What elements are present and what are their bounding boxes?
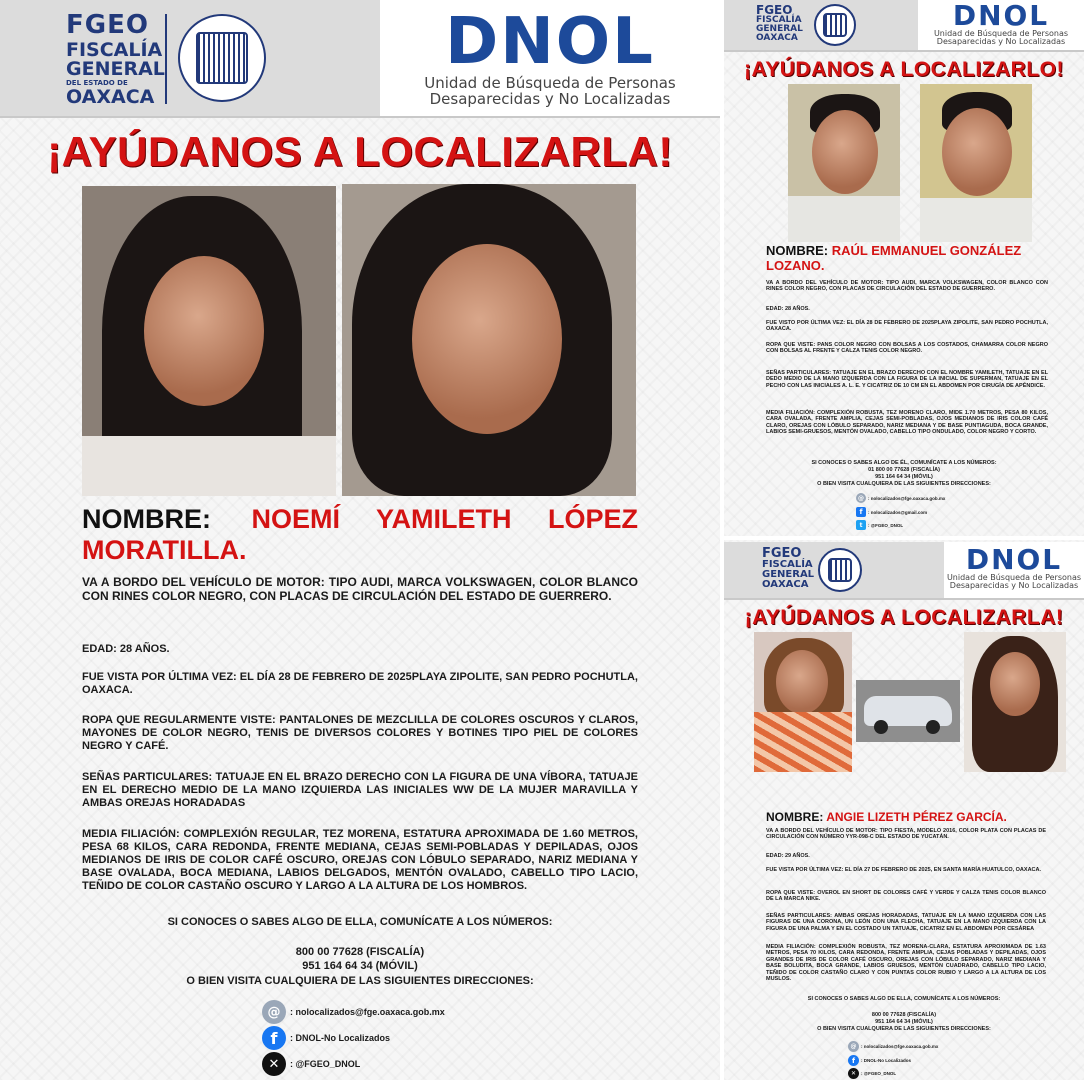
- fgeo-logo-br: [762, 547, 814, 590]
- main-title: ¡AYÚDANOS A LOCALIZARLA!: [47, 128, 673, 175]
- tr-photo-1: [788, 84, 900, 242]
- tr-email-text[interactable]: : nolocalizados@fge.oaxaca.gob.mx: [868, 495, 946, 501]
- fgeo-fiscalia-tr: FISCALÍA: [756, 15, 802, 25]
- tr-ropa: ROPA QUE VISTE: PANS COLOR NEGRO CON BOLSAS A LOS COSTADOS, CHAMARRA COLOR NEGRO CON BOLSAS AL FRENTE Y CALZA TENIS COLOR NEGRO.: [766, 342, 1048, 355]
- tr-nombre-value: RAÚL EMMANUEL GONZÁLEZ LOZANO.: [766, 243, 1022, 273]
- facebook-icon-tr: f: [856, 507, 866, 517]
- facebook-text[interactable]: : DNOL-No Localizados: [290, 1033, 391, 1043]
- twitter-icon-tr: t: [856, 520, 866, 530]
- main-edad: EDAD: 28 AÑOS.: [82, 643, 170, 655]
- br-photo-2: [964, 632, 1066, 772]
- facebook-icon: f: [262, 1026, 286, 1050]
- tr-tel1: 01 800 00 77628 (FISCALÍA): [868, 467, 940, 473]
- br-photo-1: [754, 632, 852, 772]
- main-si-conoces: SI CONOCES O SABES ALGO DE ELLA, COMUNÍCATE A LOS NÚMEROS:: [167, 916, 553, 928]
- br-visita: O BIEN VISITA CUALQUIERA DE LAS SIGUIENTES DIRECCIONES:: [817, 1026, 991, 1032]
- tr-title: ¡AYÚDANOS A LOCALIZARLO!: [744, 58, 1064, 81]
- main-visita: O BIEN VISITA CUALQUIERA DE LAS SIGUIENTES DIRECCIONES:: [186, 975, 534, 987]
- tr-nombre: [766, 244, 1048, 274]
- seal-icon-br: [818, 548, 862, 592]
- br-email: [848, 1041, 938, 1052]
- br-si-conoces: SI CONOCES O SABES ALGO DE ELLA, COMUNÍCATE A LOS NÚMEROS:: [807, 996, 1001, 1002]
- tr-si-conoces: SI CONOCES O SABES ALGO DE ÉL, COMUNÍCATE A LOS NÚMEROS:: [811, 460, 997, 466]
- email-text[interactable]: : nolocalizados@fge.oaxaca.gob.mx: [290, 1007, 445, 1017]
- main-facebook: [262, 1026, 390, 1050]
- tr-facebook-text[interactable]: : nolocalizados@gmail.com: [868, 509, 928, 515]
- photo-2: [342, 184, 636, 496]
- x-icon: ✕: [262, 1052, 286, 1076]
- fgeo-general-br: GENERAL: [762, 569, 815, 580]
- br-senas: SEÑAS PARTICULARES: AMBAS OREJAS HORADADAS, TATUAJE EN LA MANO IZQUIERDA CON LAS FIGURAS DE UNA CORONA, UN LEÓN CON UNA FLECHA, TATUAJE EN LA MANO IZQUIERDA CON LA FIGURA DE UNA PALMA Y EN EL COSTADO UN TATUAJE, CICATRIZ EN EL ABDOMEN POR CESÁREA: [766, 913, 1046, 932]
- br-media: MEDIA FILIACIÓN: COMPLEXIÓN ROBUSTA, TEZ MORENA-CLARA, ESTATURA APROXIMADA DE 1.63 METROS, PESA 70 KILOS, CARA REDONDA, FRENTE AMPLIA, CEJAS POBLADAS Y DEPILADAS, OJOS GRANDES DE IRIS DE COLOR CAFÉ OSCURO, OREJAS CON LÓBULO SEPARADO, NARIZ MEDIANA Y BASE BOLUDITA, BOCA GRANDE, LABIOS GRUESOS, MENTÓN CUADRADO, CABELLO TIPO LACIO, TEÑIDO DE COLOR CASTAÑO CLARO Y CON PUNTAS COLOR RUBIO Y LARGO A LA ALTURA DE LOS MUSLOS.: [766, 944, 1046, 983]
- poster-header-tr: [724, 0, 1084, 52]
- br-visto: FUE VISTA POR ÚLTIMA VEZ: EL DÍA 27 DE FEBRERO DE 2025, EN SANTA MARÍA HUATULCO, OAXACA.: [766, 867, 1042, 873]
- poster-header: [0, 0, 720, 118]
- tr-photo-2: [920, 84, 1032, 242]
- email-icon: @: [262, 1000, 286, 1024]
- tr-vehiculo: VA A BORDO DEL VEHÍCULO DE MOTOR: TIPO AUDI, MARCA VOLKSWAGEN, COLOR BLANCO CON RINES COLOR NEGRO, CON PLACAS DE CIRCULACIÓN DEL ESTADO DE GUERRERO.: [766, 280, 1048, 293]
- fgeo-general-tr: GENERAL: [756, 24, 803, 34]
- br-x: [848, 1068, 896, 1079]
- main-nombre: [82, 504, 638, 566]
- br-tel2: 951 164 64 34 (MÓVIL): [875, 1019, 933, 1025]
- dnol-subtitle-2: Desaparecidas y No Localizadas: [429, 89, 671, 108]
- fgeo-general: GENERAL: [66, 58, 165, 80]
- br-title: ¡AYÚDANOS A LOCALIZARLA!: [744, 606, 1064, 629]
- dnol-subtitle-1-br: Unidad de Búsqueda de Personas: [946, 573, 1082, 582]
- fgeo-oaxaca: OAXACA: [66, 86, 155, 108]
- main-tel2: 951 164 64 34 (MÓVIL): [302, 960, 418, 972]
- fgeo-fiscalia-br: FISCALÍA: [762, 559, 813, 570]
- nombre-label: NOMBRE:: [82, 504, 211, 534]
- main-visto: FUE VISTA POR ÚLTIMA VEZ: EL DÍA 28 DE FEBRERO DE 2025PLAYA ZIPOLITE, SAN PEDRO POCHUTLA, OAXACA.: [82, 671, 638, 696]
- tr-media: MEDIA FILIACIÓN: COMPLEXIÓN ROBUSTA, TEZ MORENO CLARO, MIDE 1.70 METROS, PESA 80 KILOS, CARA OVALADA, FRENTE AMPLIA, CEJAS SEMI-POBLADAS, OJOS MEDIANOS DE IRIS COLOR CAFÉ CLARO, OREJAS CON LÓBULO SEPARADO, NARIZ MEDIANA Y DE BASE PUNTIAGUDA, BOCA GRANDE, LABIOS SEMI-GRUESOS, MENTÓN OVALADO, CABELLO TIPO ONDULADO, COLOR NEGRO Y CORTO.: [766, 410, 1048, 436]
- x-text[interactable]: : @FGEO_DNOL: [290, 1059, 361, 1069]
- br-nombre-value: ANGIE LIZETH PÉREZ GARCÍA.: [826, 810, 1007, 824]
- br-email-text[interactable]: : nolocalizados@fge.oaxaca.gob.mx: [861, 1044, 939, 1049]
- dnol-subtitle-2-br: Desaparecidas y No Localizadas: [949, 581, 1079, 591]
- br-tel1: 800 00 77628 (FISCALÍA): [871, 1012, 937, 1018]
- fgeo-wordmark-tr: FGEO: [756, 3, 793, 17]
- dnol-logo-tr: [918, 0, 1084, 50]
- dnol-wordmark-tr: DNOL: [952, 0, 1050, 32]
- br-ropa: ROPA QUE VISTE: OVEROL EN SHORT DE COLORES CAFÉ Y VERDE Y CALZA TENIS COLOR BLANCO DE LA MARCA NIKE.: [766, 890, 1046, 903]
- main-x: [262, 1052, 360, 1076]
- br-nombre-label: NOMBRE:: [766, 810, 824, 824]
- main-tel1: 800 00 77628 (FISCALÍA): [295, 946, 425, 958]
- dnol-wordmark: DNOL: [445, 5, 655, 79]
- fgeo-fiscalia: FISCALÍA: [66, 39, 163, 61]
- header-divider: [165, 14, 167, 104]
- fgeo-wordmark-br: FGEO: [762, 546, 802, 561]
- fgeo-wordmark: FGEO: [66, 10, 149, 40]
- main-media: MEDIA FILIACIÓN: COMPLEXIÓN REGULAR, TEZ MORENA, ESTATURA APROXIMADA DE 1.60 METROS, PESA 68 KILOS, CARA REDONDA, FRENTE MEDIANA, CEJAS SEMI-POBLADAS Y DEPILADAS, OJOS MEDIANOS DE IRIS DE COLOR CAFÉ OSCURO, OREJAS CON LÓBULO SEPARADO, NARIZ MEDIANA Y BASE OVALADA, BOCA MEDIANA, LABIOS DELGADOS, MENTÓN OVALADO, CABELLO TIPO LACIO, TEÑIDO DE COLOR CASTAÑO OSCURO Y LARGO A LA ALTURA DE LOS HOMBROS.: [82, 828, 638, 892]
- seal-icon-tr: [814, 4, 856, 46]
- fgeo-logo-tr: [756, 4, 803, 43]
- poster-top-right: [724, 0, 1084, 536]
- br-edad: EDAD: 29 AÑOS.: [766, 853, 810, 859]
- seal-icon: [178, 14, 266, 102]
- poster-header-br: [724, 542, 1084, 600]
- fgeo-logo: [66, 12, 165, 107]
- dnol-logo: [380, 0, 720, 116]
- photo-1: [82, 186, 336, 496]
- main-senas: SEÑAS PARTICULARES: TATUAJE EN EL BRAZO DERECHO CON LA FIGURA DE UNA VÍBORA, TATUAJE EN EL DERECHO MEDIO DE LA MANO IZQUIERDA LAS INICIALES WW DE LA MUJER MARAVILLA Y AMBAS OREJAS HORADADAS: [82, 771, 638, 809]
- email-icon-br: @: [848, 1041, 859, 1052]
- tr-nombre-label: NOMBRE:: [766, 243, 829, 258]
- tr-email: [856, 493, 945, 503]
- fgeo-del-estado: DEL ESTADO DE: [66, 79, 128, 87]
- tr-edad: EDAD: 28 AÑOS.: [766, 306, 810, 312]
- tr-tel2: 951 164 64 34 (MÓVIL): [875, 474, 933, 480]
- fgeo-oaxaca-br: OAXACA: [762, 579, 809, 590]
- tr-x-text[interactable]: : @FGEO_DNOL: [868, 522, 904, 528]
- br-nombre: [766, 811, 1066, 825]
- dnol-logo-br: [944, 542, 1084, 598]
- tr-senas: SEÑAS PARTICULARES: TATUAJE EN EL BRAZO DERECHO CON EL NOMBRE YAMILETH, TATUAJE EN EL DEDO MEDIO DE LA MANO IZQUIERDA CON LA FIGURA DE LA INICIAL DE SUPERMAN, TATUAJE EN EL PECHO CON LAS INICIALES A. L. E. Y CICATRIZ DE 10 CM EN EL ABDOMEN POR CIRUGÍA DE APÉNDICE.: [766, 370, 1048, 389]
- poster-bottom-right: [724, 540, 1084, 1080]
- tr-x: [856, 520, 903, 530]
- br-car-photo: [856, 680, 960, 742]
- tr-visita: O BIEN VISITA CUALQUIERA DE LAS SIGUIENTES DIRECCIONES:: [817, 481, 991, 487]
- nombre-value: NOEMÍ YAMILETH LÓPEZ MORATILLA.: [82, 504, 638, 566]
- email-icon-tr: @: [858, 494, 864, 502]
- dnol-subtitle-1-tr: Unidad de Búsqueda de Personas: [933, 29, 1069, 38]
- dnol-subtitle-1: Unidad de Búsqueda de Personas: [424, 74, 676, 92]
- br-facebook-text[interactable]: : DNOL-No Localizados: [861, 1058, 912, 1063]
- tr-visto: FUE VISTO POR ÚLTIMA VEZ: EL DÍA 28 DE FEBRERO DE 2025PLAYA ZIPOLITE, SAN PEDRO POCHUTLA, OAXACA.: [766, 320, 1048, 333]
- tr-facebook: [856, 507, 927, 517]
- dnol-wordmark-br: DNOL: [965, 543, 1063, 576]
- br-vehiculo: VA A BORDO DEL VEHÍCULO DE MOTOR: TIPO FIESTA, MODELO 2016, COLOR PLATA CON PLACAS DE CIRCULACIÓN CON NÚMERO YYR-098-C DEL ESTADO DE YUCATÁN.: [766, 828, 1046, 841]
- x-icon-br: ✕: [848, 1068, 859, 1079]
- br-x-text[interactable]: : @FGEO_DNOL: [861, 1071, 897, 1076]
- main-ropa: ROPA QUE REGULARMENTE VISTE: PANTALONES DE MEZCLILLA DE COLORES OSCUROS Y CLAROS, MAYONES DE COLOR NEGRO, TENIS DE DIVERSOS COLORES Y BOTINES TIPO PIEL DE COLORES NEGRO Y CAFÉ.: [82, 714, 638, 752]
- main-email: [262, 1000, 445, 1024]
- main-vehiculo: VA A BORDO DEL VEHÍCULO DE MOTOR: TIPO AUDI, MARCA VOLKSWAGEN, COLOR BLANCO CON RINES COLOR NEGRO, CON PLACAS DE CIRCULACIÓN DEL ESTADO DE GUERRERO.: [82, 575, 638, 604]
- br-facebook: [848, 1055, 911, 1066]
- facebook-icon-br: f: [848, 1055, 859, 1066]
- fgeo-oaxaca-tr: OAXACA: [756, 33, 798, 43]
- dnol-subtitle-2-tr: Desaparecidas y No Localizadas: [936, 37, 1066, 47]
